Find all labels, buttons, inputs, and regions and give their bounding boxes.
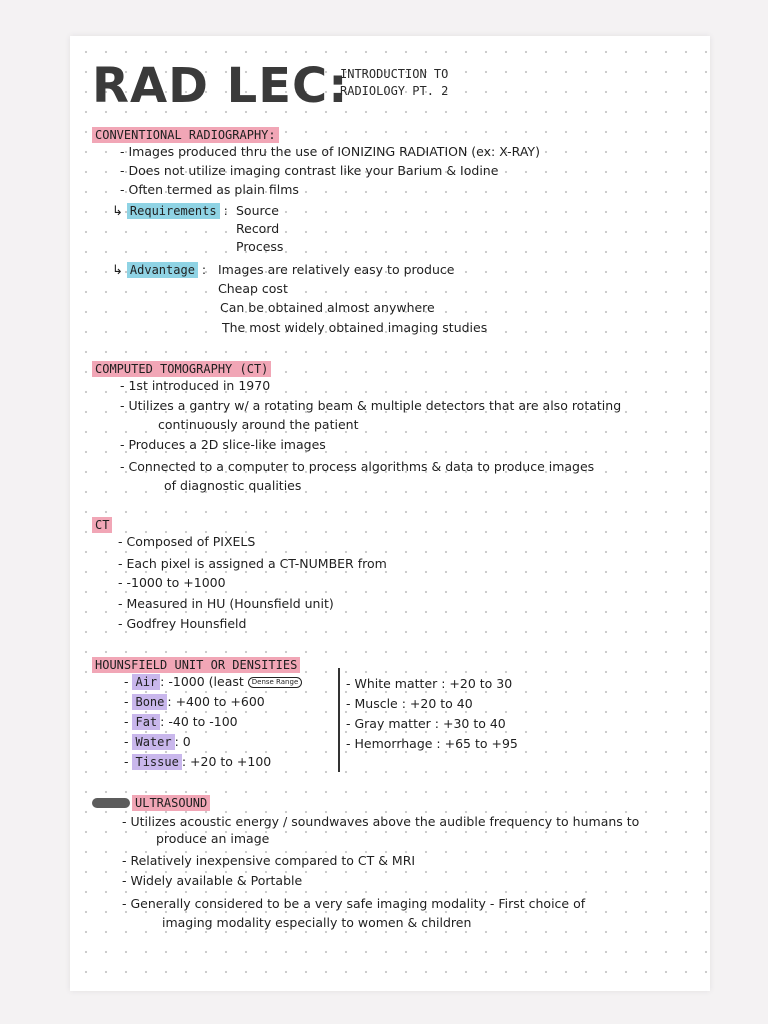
section-heading-ct-pixels <box>92 514 112 533</box>
column-divider <box>338 668 340 772</box>
page-title: RAD LEC: <box>92 58 349 114</box>
ultrasound-line: - Relatively inexpensive compared to CT & MRI <box>122 853 416 868</box>
section-heading-conventional <box>92 124 279 143</box>
conventional-line: - Images produced thru the use of IONIZING RADIATION (ex: X-RAY) <box>120 144 540 159</box>
section-heading-ct <box>92 358 271 377</box>
ultrasound-line: - Widely available & Portable <box>122 873 303 888</box>
advantage-item: Can be obtained almost anywhere <box>220 300 435 315</box>
density-value: : -40 to -100 <box>160 714 238 729</box>
subtitle-line-2: RADIOLOGY PT. 2 <box>340 84 449 98</box>
section-heading-ultrasound <box>92 792 210 811</box>
arrow-icon: ↳ <box>112 204 123 219</box>
requirements-label: Requirements <box>127 203 220 219</box>
density-item-right: - Muscle : +20 to 40 <box>346 696 473 711</box>
ct-line: continuously around the patient <box>158 417 359 432</box>
advantage-item: Cheap cost <box>218 281 288 296</box>
requirement-item: Source <box>236 203 279 218</box>
heading-label: HOUNSFIELD UNIT OR DENSITIES <box>92 657 300 673</box>
advantage-label: Advantage <box>127 262 198 278</box>
ct-line: - Connected to a computer to process algorithms & data to produce images <box>120 459 595 474</box>
density-item-right: - White matter : +20 to 30 <box>346 676 513 691</box>
advantage-item: Images are relatively easy to produce <box>218 262 455 277</box>
subtitle-line-1: INTRODUCTION TO <box>340 67 449 81</box>
ultrasound-line: - Utilizes acoustic energy / soundwaves above the audible frequency to humans to <box>122 814 640 829</box>
notebook-page <box>70 36 710 991</box>
density-item-fat: - Fat : -40 to -100 <box>124 714 238 729</box>
density-item-bone: - Bone : +400 to +600 <box>124 694 265 709</box>
heading-label: CONVENTIONAL RADIOGRAPHY: <box>92 127 279 143</box>
density-note: Dense Range <box>248 677 303 688</box>
density-value: : +400 to +600 <box>167 694 265 709</box>
ct-line: - 1st introduced in 1970 <box>120 378 271 393</box>
conventional-line: - Does not utilize imaging contrast like your Barium & Iodine <box>120 163 499 178</box>
advantage-item: The most widely obtained imaging studies <box>222 320 488 335</box>
requirement-item: Process <box>236 239 284 254</box>
ct-pixel-line: - Godfrey Hounsfield <box>118 616 247 631</box>
arrow-icon: ↳ <box>112 263 123 278</box>
density-label: Tissue <box>132 754 181 770</box>
page-subtitle <box>340 66 448 100</box>
heading-label: ULTRASOUND <box>132 795 210 811</box>
heading-label: COMPUTED TOMOGRAPHY (CT) <box>92 361 271 377</box>
density-value: : +20 to +100 <box>181 754 272 769</box>
advantage-row: ↳ Advantage : <box>112 262 207 278</box>
density-item-right: - Hemorrhage : +65 to +95 <box>346 736 518 751</box>
density-value: : 0 <box>174 734 191 749</box>
density-label: Air <box>132 674 160 690</box>
ct-pixel-line: - Measured in HU (Hounsfield unit) <box>118 596 334 611</box>
conventional-line: - Often termed as plain films <box>120 182 299 197</box>
ultrasound-line: produce an image <box>156 831 270 846</box>
density-item-water: - Water : 0 <box>124 734 191 749</box>
ct-pixel-line: - Each pixel is assigned a CT-NUMBER from <box>118 556 387 571</box>
density-item-air: - Air : -1000 (least Dense Range <box>124 674 302 690</box>
density-item-right: - Gray matter : +30 to 40 <box>346 716 506 731</box>
ultrasound-line: - Generally considered to be a very safe imaging modality - First choice of <box>122 896 586 911</box>
density-label: Bone <box>132 694 167 710</box>
requirement-item: Record <box>236 221 280 236</box>
ct-pixel-line: - -1000 to +1000 <box>118 575 226 590</box>
density-item-tissue: - Tissue : +20 to +100 <box>124 754 272 769</box>
density-label: Fat <box>132 714 160 730</box>
heading-label: CT <box>92 517 112 533</box>
scribble-mark <box>92 798 130 808</box>
density-value: : -1000 (least <box>160 674 244 689</box>
section-heading-hounsfield <box>92 654 300 673</box>
requirements-row: ↳ Requirements : <box>112 203 228 219</box>
ct-line: - Produces a 2D slice-like images <box>120 437 326 452</box>
ct-line: - Utilizes a gantry w/ a rotating beam & multiple detectors that are also rotating <box>120 398 622 413</box>
ct-pixel-line: - Composed of PIXELS <box>118 534 256 549</box>
ct-line: of diagnostic qualities <box>164 478 302 493</box>
ultrasound-line: imaging modality especially to women & children <box>162 915 472 930</box>
density-label: Water <box>132 734 174 750</box>
